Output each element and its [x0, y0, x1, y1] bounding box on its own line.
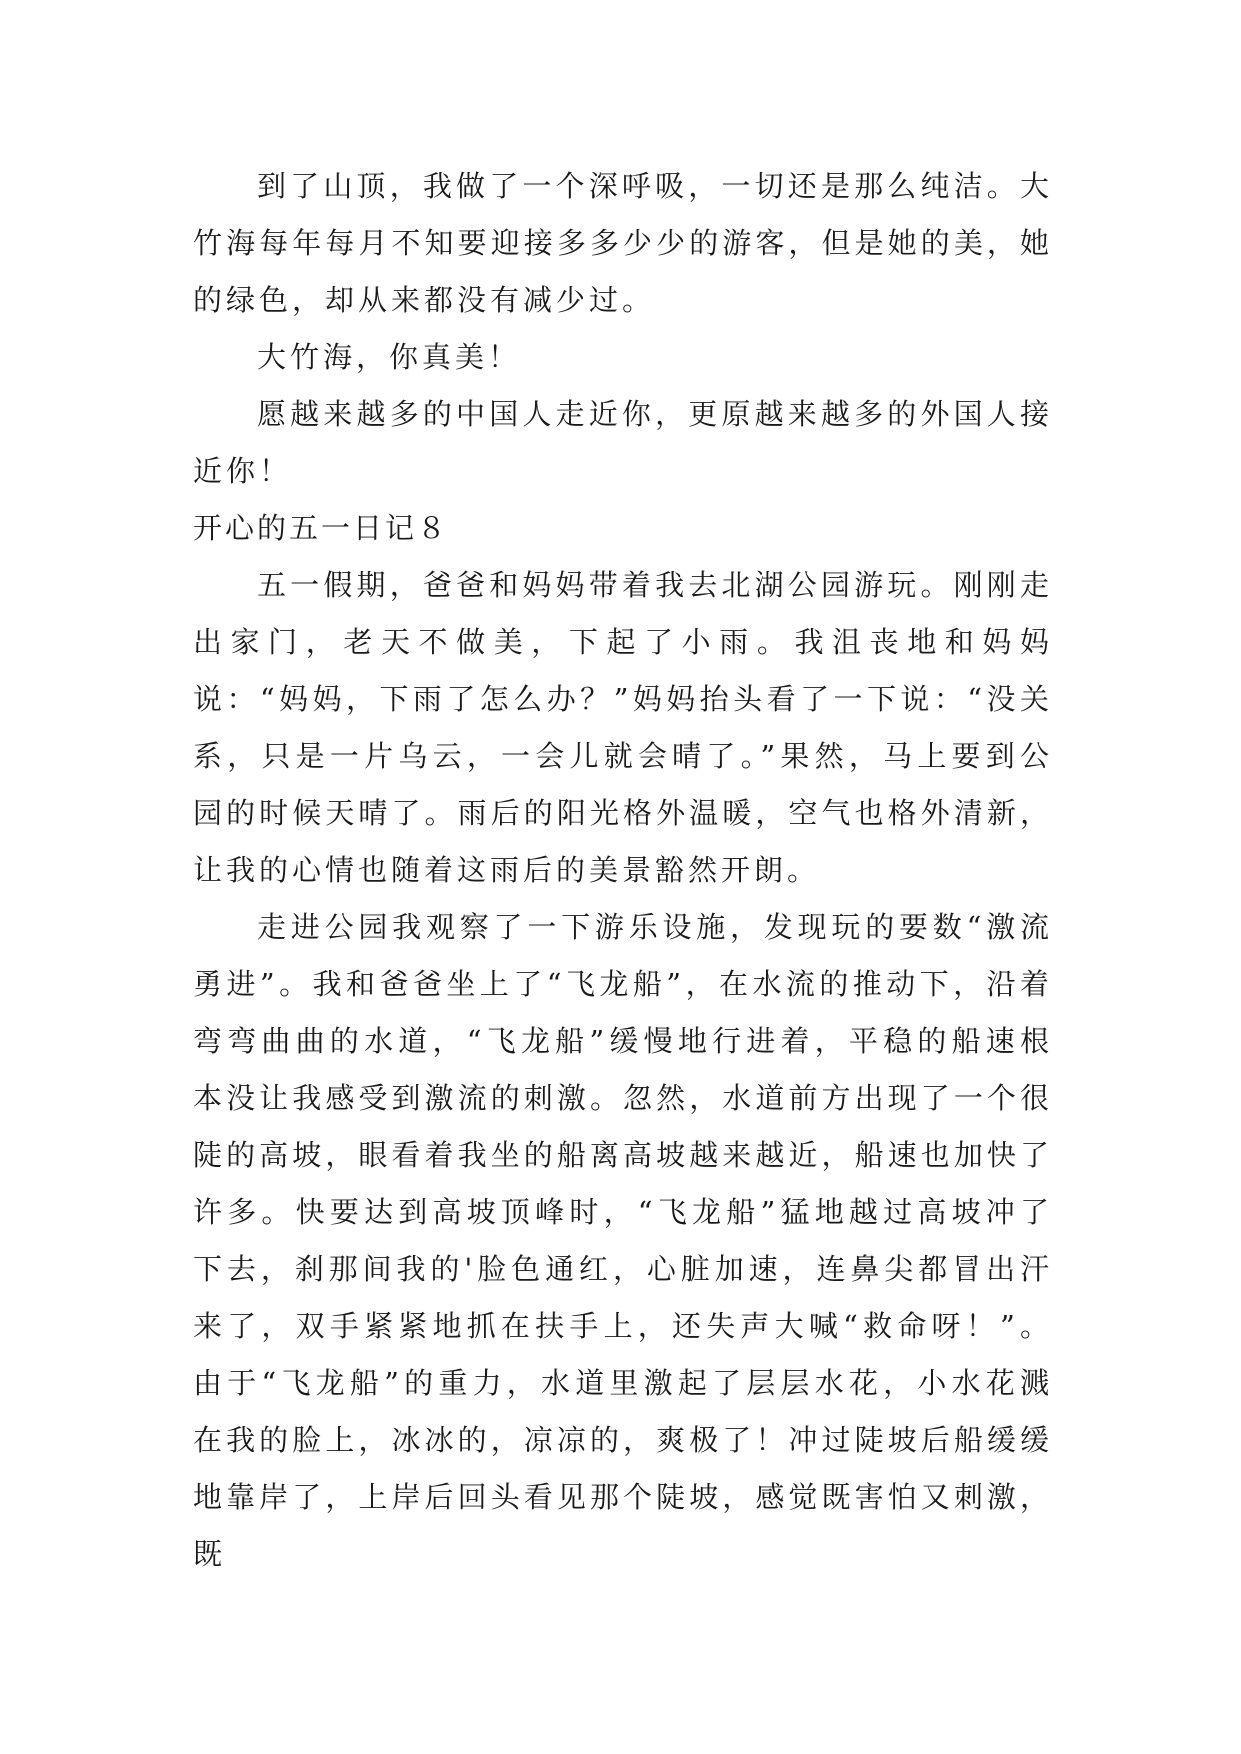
document-page: [193, 158, 1053, 1583]
section-title: 开心的五一日记８: [193, 511, 450, 545]
paragraph-holiday: 五一假期，爸爸和妈妈带着我去北湖公园游玩。刚刚走出家门，老天不做美，下起了小雨。我沮丧地和妈妈说：“妈妈，下雨了怎么办？”妈妈抬头看了一下说：“没关系，只是一片乌云，一会儿就会晴了。”果然，马上要到公园的时候天晴了。雨后的阳光格外温暖，空气也格外清新，让我的心情也随着这雨后的美景豁然开朗。: [193, 568, 1053, 887]
paragraph-wish: 愿越来越多的中国人走近你，更原越来越多的外国人接近你！: [193, 397, 1053, 488]
paragraph-exclamation: 大竹海，你真美！: [257, 340, 522, 374]
paragraph-summit: 到了山顶，我做了一个深呼吸，一切还是那么纯洁。大竹海每年每月不知要迎接多多少少的游客，但是她的美，她的绿色，却从来都没有减少过。: [193, 169, 1053, 317]
paragraph-ride: 走进公园我观察了一下游乐设施，发现玩的要数“激流勇进”。我和爸爸坐上了“飞龙船”，在水流的推动下，沿着弯弯曲曲的水道，“飞龙船”缓慢地行进着，平稳的船速根本没让我感受到激流的刺激。忽然，水道前方出现了一个很陡的高坡，眼看着我坐的船离高坡越来越近，船速也加快了许多。快要达到高坡顶峰时，“飞龙船”猛地越过高坡冲了下去，刹那间我的'脸色通红，心脏加速，连鼻尖都冒出汗来了，双手紧紧地抓在扶手上，还失声大喊“救命呀！”。由于“飞龙船”的重力，水道里激起了层层水花，小水花溅在我的脸上，冰冰的，凉凉的，爽极了！冲过陡坡后船缓缓地靠岸了，上岸后回头看见那个陡坡，感觉既害怕又刺激，既: [193, 910, 1053, 1571]
